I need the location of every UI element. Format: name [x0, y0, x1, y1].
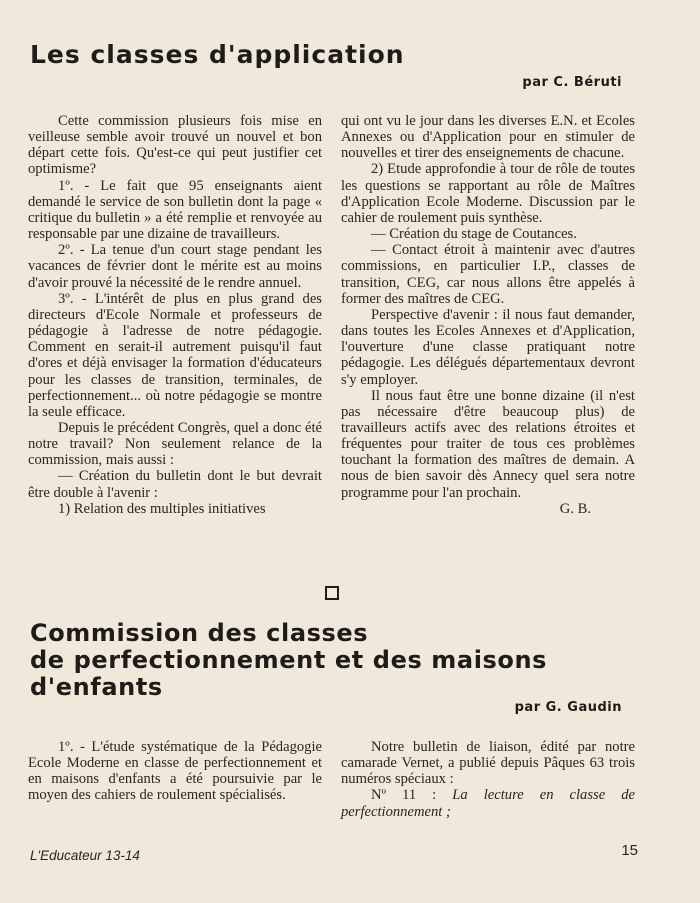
publication-name: L'Educateur 13-14 — [30, 848, 140, 863]
paragraph — [341, 787, 635, 819]
article-column-right — [341, 739, 635, 820]
article-column-left — [28, 113, 322, 517]
paragraph: 2) Etude approfondie à tour de rôle de toutes les questions se rapportant au rôle de Maîtres d'Application Ecole Moderne. Discussion par le cahier de roulement puis synthèse. — [341, 161, 635, 226]
article-column-right — [341, 113, 635, 517]
paragraph: Perspective d'avenir : il nous faut demander, dans toutes les Ecoles Annexes et d'Application, l'ouverture d'une classe pratiquant notre pédagogie. Les délégués départementaux devront s'y employer. — [341, 306, 635, 388]
paragraph: Depuis le précédent Congrès, quel a donc été notre travail? Non seulement relance de la commission, mais aussi : — [28, 419, 322, 469]
title-line: de perfectionnement et des maisons — [30, 646, 548, 674]
paragraph: — Création du stage de Coutances. — [371, 226, 577, 243]
paragraph: — Contact étroit à maintenir avec d'autres commissions, en particulier I.P., classes de transition, CEG, car nous allons être appelés à former des maîtres de CEG. — [341, 242, 635, 307]
paragraph: qui ont vu le jour dans les diverses E.N. et Ecoles Annexes ou d'Application pour en stimuler de nouvelles et tirer des enseignements de chacune. — [341, 113, 635, 162]
paragraph: Cette commission plusieurs fois mise en veilleuse semble avoir trouvé un nouvel et bon départ cette fois. Qu'est-ce qui peut justifier cet optimisme? — [28, 113, 322, 178]
page-number: 15 — [621, 842, 638, 859]
paragraph: Il nous faut être une bonne dizaine (il n'est pas nécessaire d'être beaucoup plus) de travailleurs actifs avec des relations étroites et fréquentes pour traiter de tous ces problèmes touchant la formation des maîtres de demain. A nous de bien savoir dès Annecy quel sera notre programme pour l'an prochain. — [341, 387, 635, 501]
paragraph: 2º. - La tenue d'un court stage pendant les vacances de février dont le mérite est au moins d'avoir prouvé la nécessité de le rendre annuel. — [28, 242, 322, 291]
title-line: Commission des classes — [30, 619, 369, 647]
article-byline: par C. Béruti — [522, 75, 622, 90]
paragraph: 1º. - L'étude systématique de la Pédagogie Ecole Moderne en classe de perfectionnement et en maisons d'enfants a été poursuivie par le moyen des cahiers de roulement spécialisés. — [28, 739, 322, 804]
article-column-left — [28, 739, 322, 804]
paragraph: 1º. - Le fait que 95 enseignants aient demandé le service de son bulletin dont la page « critique du bulletin » a été remplie et renvoyée au responsable par une dizaine de travailleurs. — [28, 177, 322, 243]
article-title: Les classes d'application — [30, 40, 405, 69]
section-separator-square — [325, 586, 339, 600]
paragraph: 1) Relation des multiples initiatives — [58, 500, 266, 517]
article-byline: par G. Gaudin — [514, 700, 622, 715]
paragraph: Notre bulletin de liaison, édité par notre camarade Vernet, a publié depuis Pâques 63 trois numéros spéciaux : — [341, 739, 635, 788]
title-line: d'enfants — [30, 673, 163, 701]
issue-number: Nº 11 : — [371, 787, 453, 804]
article-title — [30, 620, 547, 701]
paragraph: — Création du bulletin dont le but devrait être double à l'avenir : — [28, 468, 322, 501]
issue-title: La lecture en classe de perfectionnement ; — [341, 787, 635, 820]
signature: G. B. — [559, 500, 591, 517]
paragraph: 3º. - L'intérêt de plus en plus grand des directeurs d'Ecole Normale et professeurs de pédagogie à l'adresse de notre pédagogie. Comment en serait-il autrement puisqu'il faut d'ores et déjà envisager la formation d'éducateurs pour les classes de transition, terminales, de perfectionnement... où notre pédagogie se montre la seule efficace. — [28, 290, 322, 420]
